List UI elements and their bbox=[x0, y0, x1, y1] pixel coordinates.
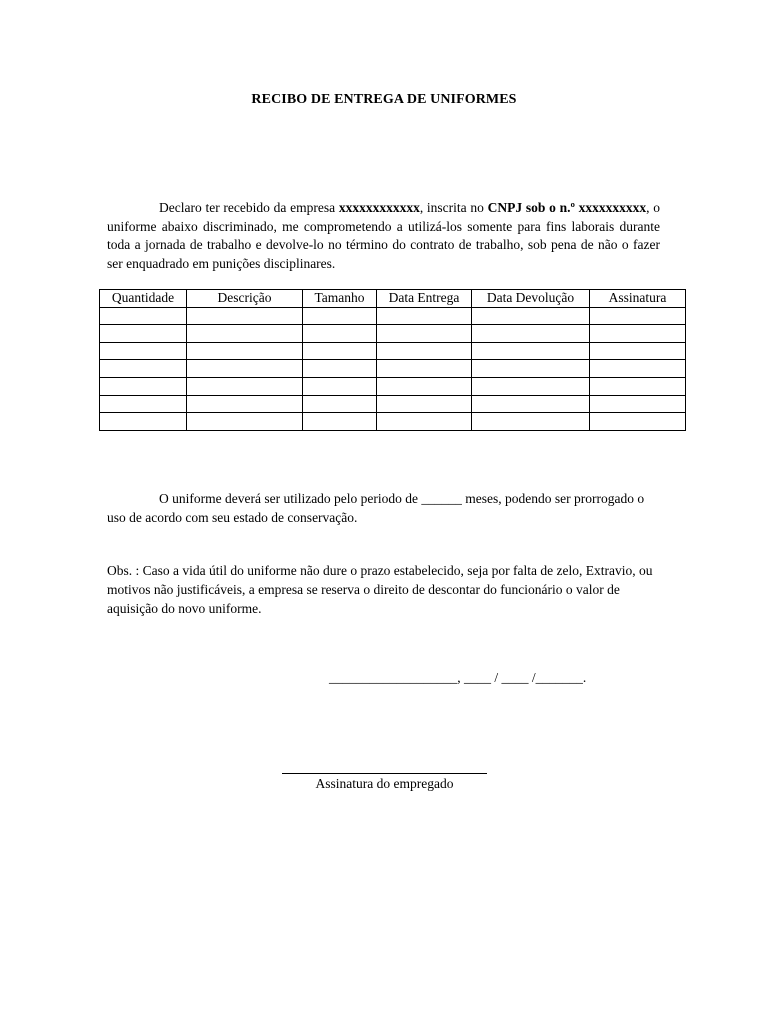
table-cell bbox=[100, 325, 187, 343]
signature-line bbox=[282, 773, 487, 774]
table-cell bbox=[187, 325, 303, 343]
declaration-paragraph bbox=[107, 199, 660, 273]
table-cell bbox=[303, 413, 377, 431]
table-cell bbox=[187, 413, 303, 431]
header-descricao: Descrição bbox=[187, 290, 303, 308]
table-cell bbox=[472, 360, 590, 378]
header-data-entrega: Data Entrega bbox=[377, 290, 472, 308]
uniform-table bbox=[99, 289, 686, 431]
header-data-devolucao: Data Devolução bbox=[472, 290, 590, 308]
table-cell bbox=[590, 377, 686, 395]
header-quantidade: Quantidade bbox=[100, 290, 187, 308]
document-title: RECIBO DE ENTREGA DE UNIFORMES bbox=[251, 92, 517, 107]
table-cell bbox=[590, 307, 686, 325]
table-cell bbox=[187, 377, 303, 395]
table-cell bbox=[377, 395, 472, 413]
table-cell bbox=[377, 360, 472, 378]
table-cell bbox=[472, 377, 590, 395]
table-row bbox=[100, 360, 686, 378]
table-cell bbox=[187, 342, 303, 360]
table-cell bbox=[472, 325, 590, 343]
table-cell bbox=[187, 360, 303, 378]
table-cell bbox=[377, 413, 472, 431]
table-cell bbox=[472, 342, 590, 360]
table-row bbox=[100, 307, 686, 325]
table-cell bbox=[377, 325, 472, 343]
declaration-text-3: , o uniforme abaixo discriminado, me comprometendo a utilizá-los somente para fins laborais durante toda a jornada de trabalho e devolve-lo no término do contrato de trabalho, sob pena de não o fazer ser enquadrado em punições disciplinares. bbox=[107, 200, 660, 271]
table-cell bbox=[100, 377, 187, 395]
table-cell bbox=[590, 325, 686, 343]
table-row bbox=[100, 325, 686, 343]
table-cell bbox=[590, 342, 686, 360]
header-assinatura: Assinatura bbox=[590, 290, 686, 308]
table-cell bbox=[303, 325, 377, 343]
company-placeholder: xxxxxxxxxxxx bbox=[338, 200, 420, 215]
table-cell bbox=[377, 307, 472, 325]
table-cell bbox=[303, 307, 377, 325]
table-cell bbox=[472, 307, 590, 325]
header-tamanho: Tamanho bbox=[303, 290, 377, 308]
table-cell bbox=[472, 413, 590, 431]
table-cell bbox=[472, 395, 590, 413]
declaration-text-2: , inscrita no bbox=[419, 200, 488, 215]
table-row bbox=[100, 377, 686, 395]
table-body bbox=[100, 307, 686, 430]
table-header-row bbox=[100, 290, 686, 308]
table-cell bbox=[377, 342, 472, 360]
table-cell bbox=[100, 342, 187, 360]
table-cell bbox=[187, 395, 303, 413]
table-row bbox=[100, 395, 686, 413]
table-cell bbox=[303, 395, 377, 413]
obs-paragraph: Obs. : Caso a vida útil do uniforme não dure o prazo estabelecido, seja por falta de zelo, Extravio, ou motivos não justificáveis, a empresa se reserva o direito de descontar do funcionário o valor de aquisição do novo uniforme. bbox=[107, 563, 653, 616]
table-cell bbox=[377, 377, 472, 395]
table-cell bbox=[303, 360, 377, 378]
table-cell bbox=[303, 342, 377, 360]
declaration-text-1: Declaro ter recebido da empresa bbox=[159, 200, 339, 215]
place-date-line: ___________________, ____ / ____ /_______. bbox=[329, 670, 587, 685]
table-cell bbox=[303, 377, 377, 395]
table-cell bbox=[100, 413, 187, 431]
table-row bbox=[100, 342, 686, 360]
table-cell bbox=[100, 307, 187, 325]
signature-label: Assinatura do empregado bbox=[315, 776, 454, 791]
table-row bbox=[100, 413, 686, 431]
table-cell bbox=[100, 360, 187, 378]
table-cell bbox=[590, 395, 686, 413]
table-cell bbox=[187, 307, 303, 325]
table-cell bbox=[590, 413, 686, 431]
table-cell bbox=[100, 395, 187, 413]
cnpj-label: CNPJ sob o n.º xxxxxxxxxx bbox=[487, 200, 647, 215]
table-cell bbox=[590, 360, 686, 378]
period-paragraph: O uniforme deverá ser utilizado pelo periodo de ______ meses, podendo ser prorrogado o uso de acordo com seu estado de conservação. bbox=[107, 491, 645, 525]
